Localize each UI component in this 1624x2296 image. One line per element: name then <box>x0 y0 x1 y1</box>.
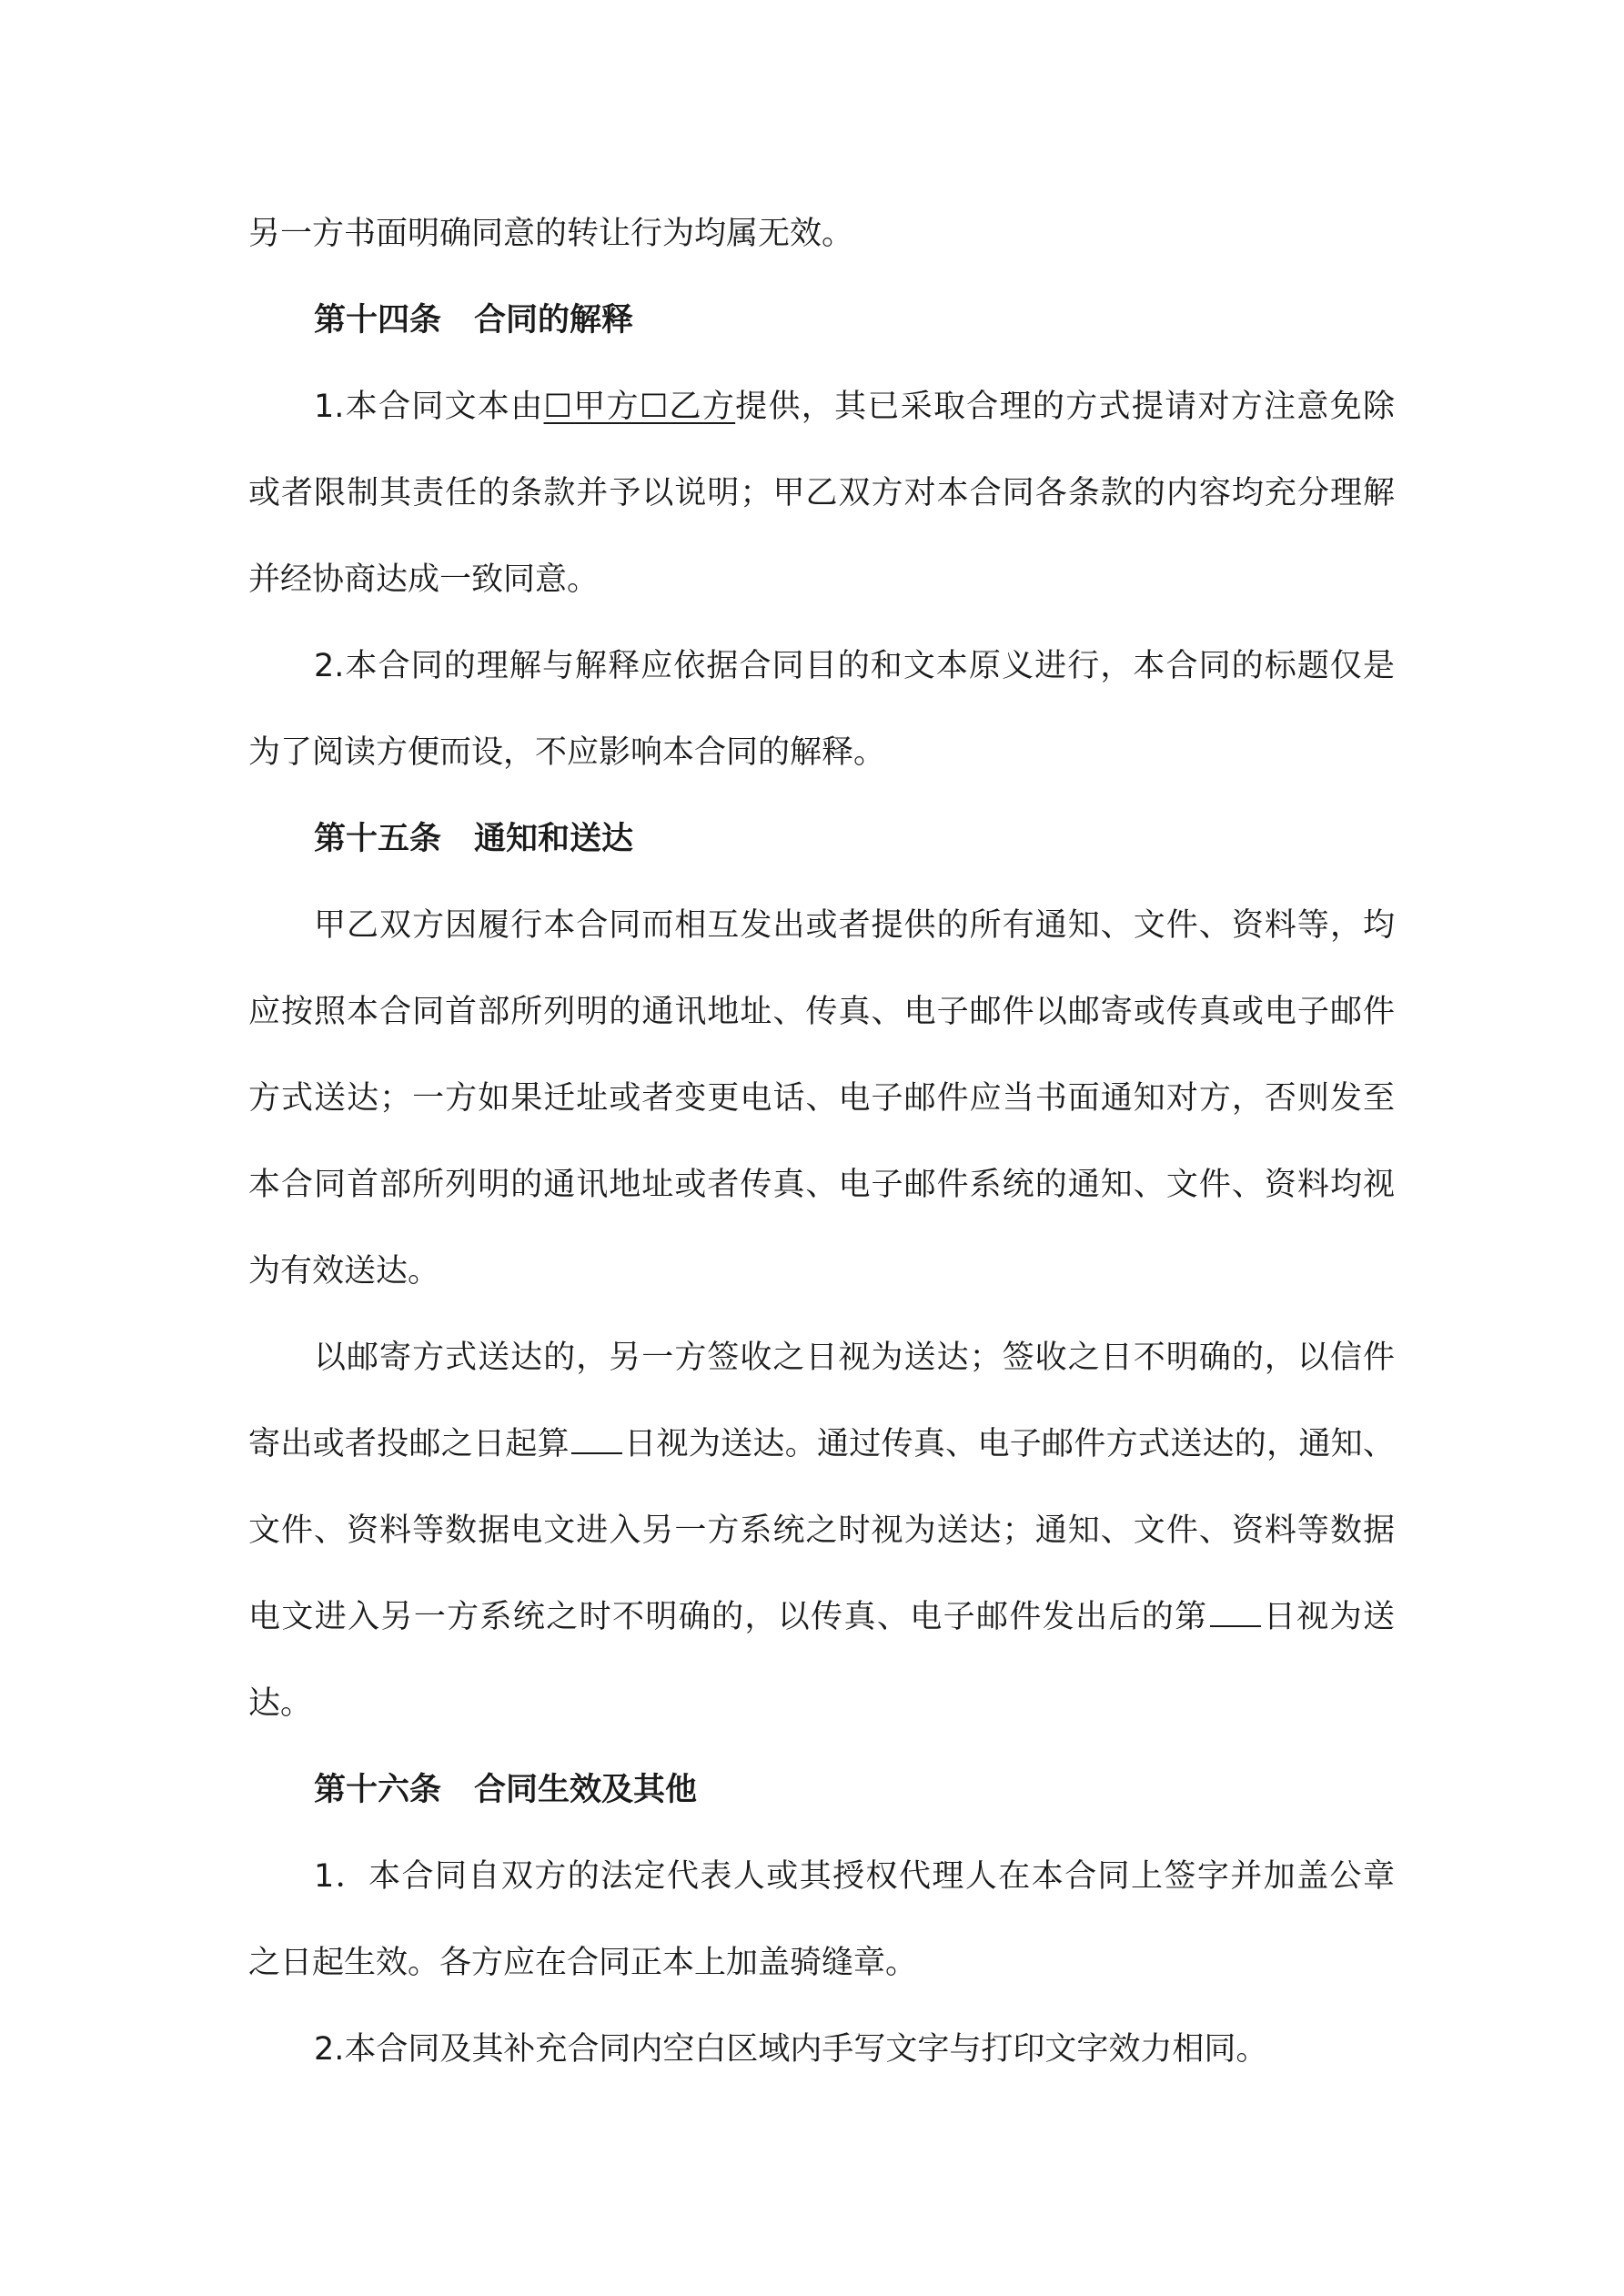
paragraph-line: 电文进入另一方系统之时不明确的，以传真、电子邮件发出后的第 日视为送 <box>248 1599 1395 1635</box>
fill-blank-days[interactable] <box>1210 1598 1261 1627</box>
paragraph-line: 为了阅读方便而设，不应影响本合同的解释。 <box>248 734 886 771</box>
paragraph-line: 方式送达；一方如果迁址或者变更电话、电子邮件应当书面通知对方，否则发至 <box>248 1080 1395 1117</box>
paragraph-line: 为有效送达。 <box>248 1253 440 1290</box>
document-page <box>248 191 1395 2093</box>
paragraph-line: 本合同首部所列明的通讯地址或者传真、电子邮件系统的通知、文件、资料均视 <box>248 1167 1395 1203</box>
paragraph-line: 1.本合同文本由☐甲方☐乙方提供，其已采取合理的方式提请对方注意免除 <box>314 389 1395 425</box>
paragraph-line: 之日起生效。各方应在合同正本上加盖骑缝章。 <box>248 1945 918 1981</box>
paragraph-line: 2.本合同及其补充合同内空白区域内手写文字与打印文字效力相同。 <box>314 2031 1268 2068</box>
article-number: 第十五条 <box>314 821 442 857</box>
article-heading-15 <box>248 796 1395 883</box>
article-title: 合同的解释 <box>474 302 634 339</box>
article-heading-14 <box>248 278 1395 364</box>
paragraph-line: 甲乙双方因履行本合同而相互发出或者提供的所有通知、文件、资料等，均 <box>314 907 1395 944</box>
paragraph-line: 以邮寄方式送达的，另一方签收之日视为送达；签收之日不明确的，以信件 <box>314 1340 1395 1376</box>
article-heading-16 <box>248 1747 1395 1834</box>
paragraph-line: 并经协商达成一致同意。 <box>248 561 600 598</box>
paragraph-line: 应按照本合同首部所列明的通讯地址、传真、电子邮件以邮寄或传真或电子邮件 <box>248 994 1395 1030</box>
fill-blank-days[interactable] <box>571 1425 622 1454</box>
article-title: 合同生效及其他 <box>474 1772 698 1808</box>
article-number: 第十六条 <box>314 1772 442 1808</box>
paragraph-line: 另一方书面明确同意的转让行为均属无效。 <box>248 216 854 252</box>
article-title: 通知和送达 <box>474 821 634 857</box>
paragraph-line: 文件、资料等数据电文进入另一方系统之时视为送达；通知、文件、资料等数据 <box>248 1512 1395 1549</box>
party-option-checkboxes: ☐甲方☐乙方 <box>543 389 736 425</box>
paragraph-line: 寄出或者投邮之日起算 日视为送达。通过传真、电子邮件方式送达的，通知、 <box>248 1426 1395 1462</box>
paragraph-line: 2.本合同的理解与解释应依据合同目的和文本原义进行，本合同的标题仅是 <box>314 648 1395 684</box>
article-number: 第十四条 <box>314 302 442 339</box>
paragraph-line: 达。 <box>248 1685 313 1722</box>
paragraph-line: 1．本合同自双方的法定代表人或其授权代理人在本合同上签字并加盖公章 <box>314 1858 1395 1895</box>
paragraph-line: 或者限制其责任的条款并予以说明；甲乙双方对本合同各条款的内容均充分理解 <box>248 475 1395 511</box>
